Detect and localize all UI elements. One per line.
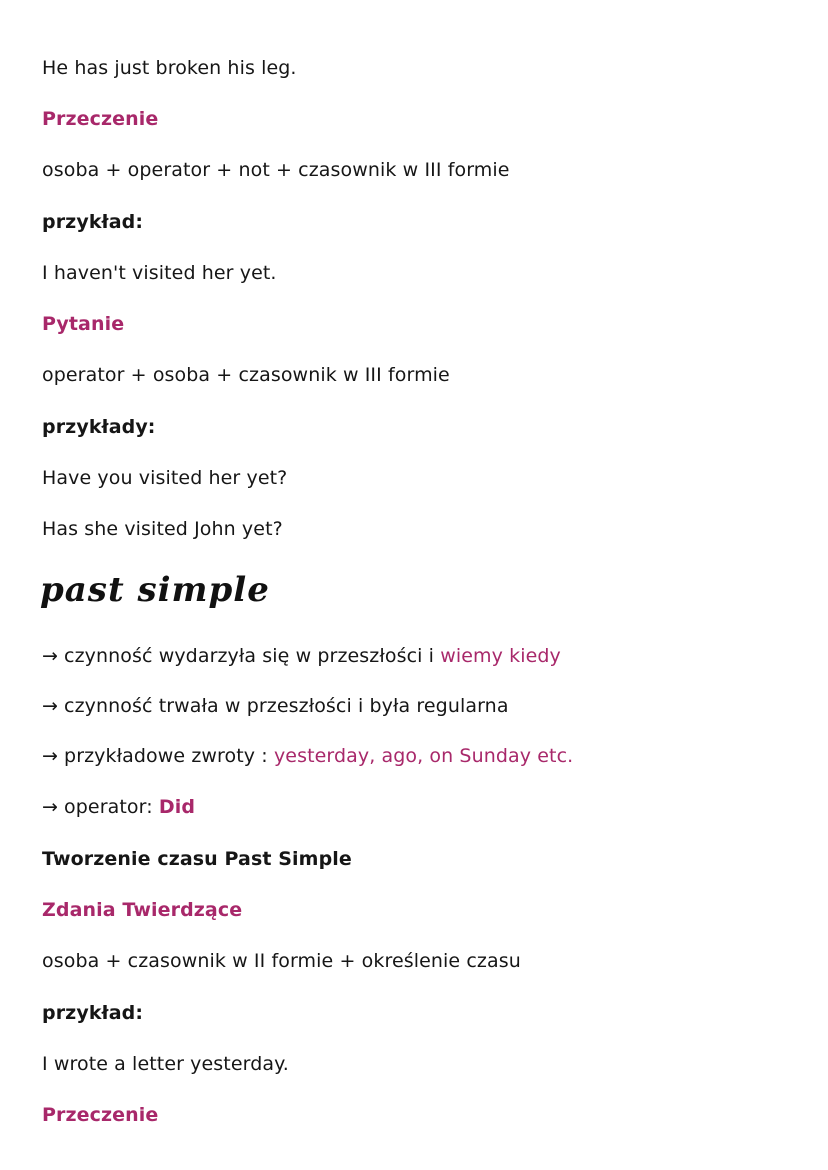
bullet-text: przykładowe zwroty : bbox=[64, 745, 268, 767]
question-heading: Pytanie bbox=[42, 313, 125, 335]
affirmative-heading: Zdania Twierdzące bbox=[42, 899, 243, 921]
question-formula: operator + osoba + czasownik w III formie bbox=[42, 364, 450, 386]
arrow-icon: → bbox=[42, 745, 59, 767]
example-sentence: He has just broken his leg. bbox=[42, 57, 297, 79]
example-sentence: I haven't visited her yet. bbox=[42, 262, 277, 284]
arrow-icon: → bbox=[42, 796, 59, 818]
example-sentence: I wrote a letter yesterday. bbox=[42, 1053, 289, 1075]
bullet-highlight: Did bbox=[158, 796, 196, 818]
bullet-text: operator: bbox=[64, 796, 153, 818]
affirmative-formula: osoba + czasownik w II formie + określenie czasu bbox=[42, 950, 521, 972]
example-sentence: Have you visited her yet? bbox=[42, 467, 288, 489]
bullet-item bbox=[42, 744, 573, 768]
example-sentence: Has she visited John yet? bbox=[42, 518, 283, 540]
bullet-item bbox=[42, 694, 509, 718]
negation-heading: Przeczenie bbox=[42, 108, 159, 130]
example-label: przykład: bbox=[42, 211, 144, 233]
bullet-highlight: wiemy kiedy bbox=[440, 645, 561, 667]
subsection-title: Tworzenie czasu Past Simple bbox=[42, 848, 352, 870]
examples-label: przykłady: bbox=[42, 416, 156, 438]
section-title: past simple bbox=[40, 570, 270, 610]
arrow-icon: → bbox=[42, 645, 59, 667]
bullet-text: czynność trwała w przeszłości i była regularna bbox=[64, 695, 509, 717]
bullet-item bbox=[42, 795, 195, 819]
negation-heading: Przeczenie bbox=[42, 1104, 159, 1126]
bullet-highlight: yesterday, ago, on Sunday etc. bbox=[273, 745, 574, 767]
example-label: przykład: bbox=[42, 1002, 144, 1024]
arrow-icon: → bbox=[42, 695, 59, 717]
bullet-text: czynność wydarzyła się w przeszłości i bbox=[64, 645, 435, 667]
negation-formula: osoba + operator + not + czasownik w III formie bbox=[42, 159, 510, 181]
bullet-item bbox=[42, 644, 561, 668]
